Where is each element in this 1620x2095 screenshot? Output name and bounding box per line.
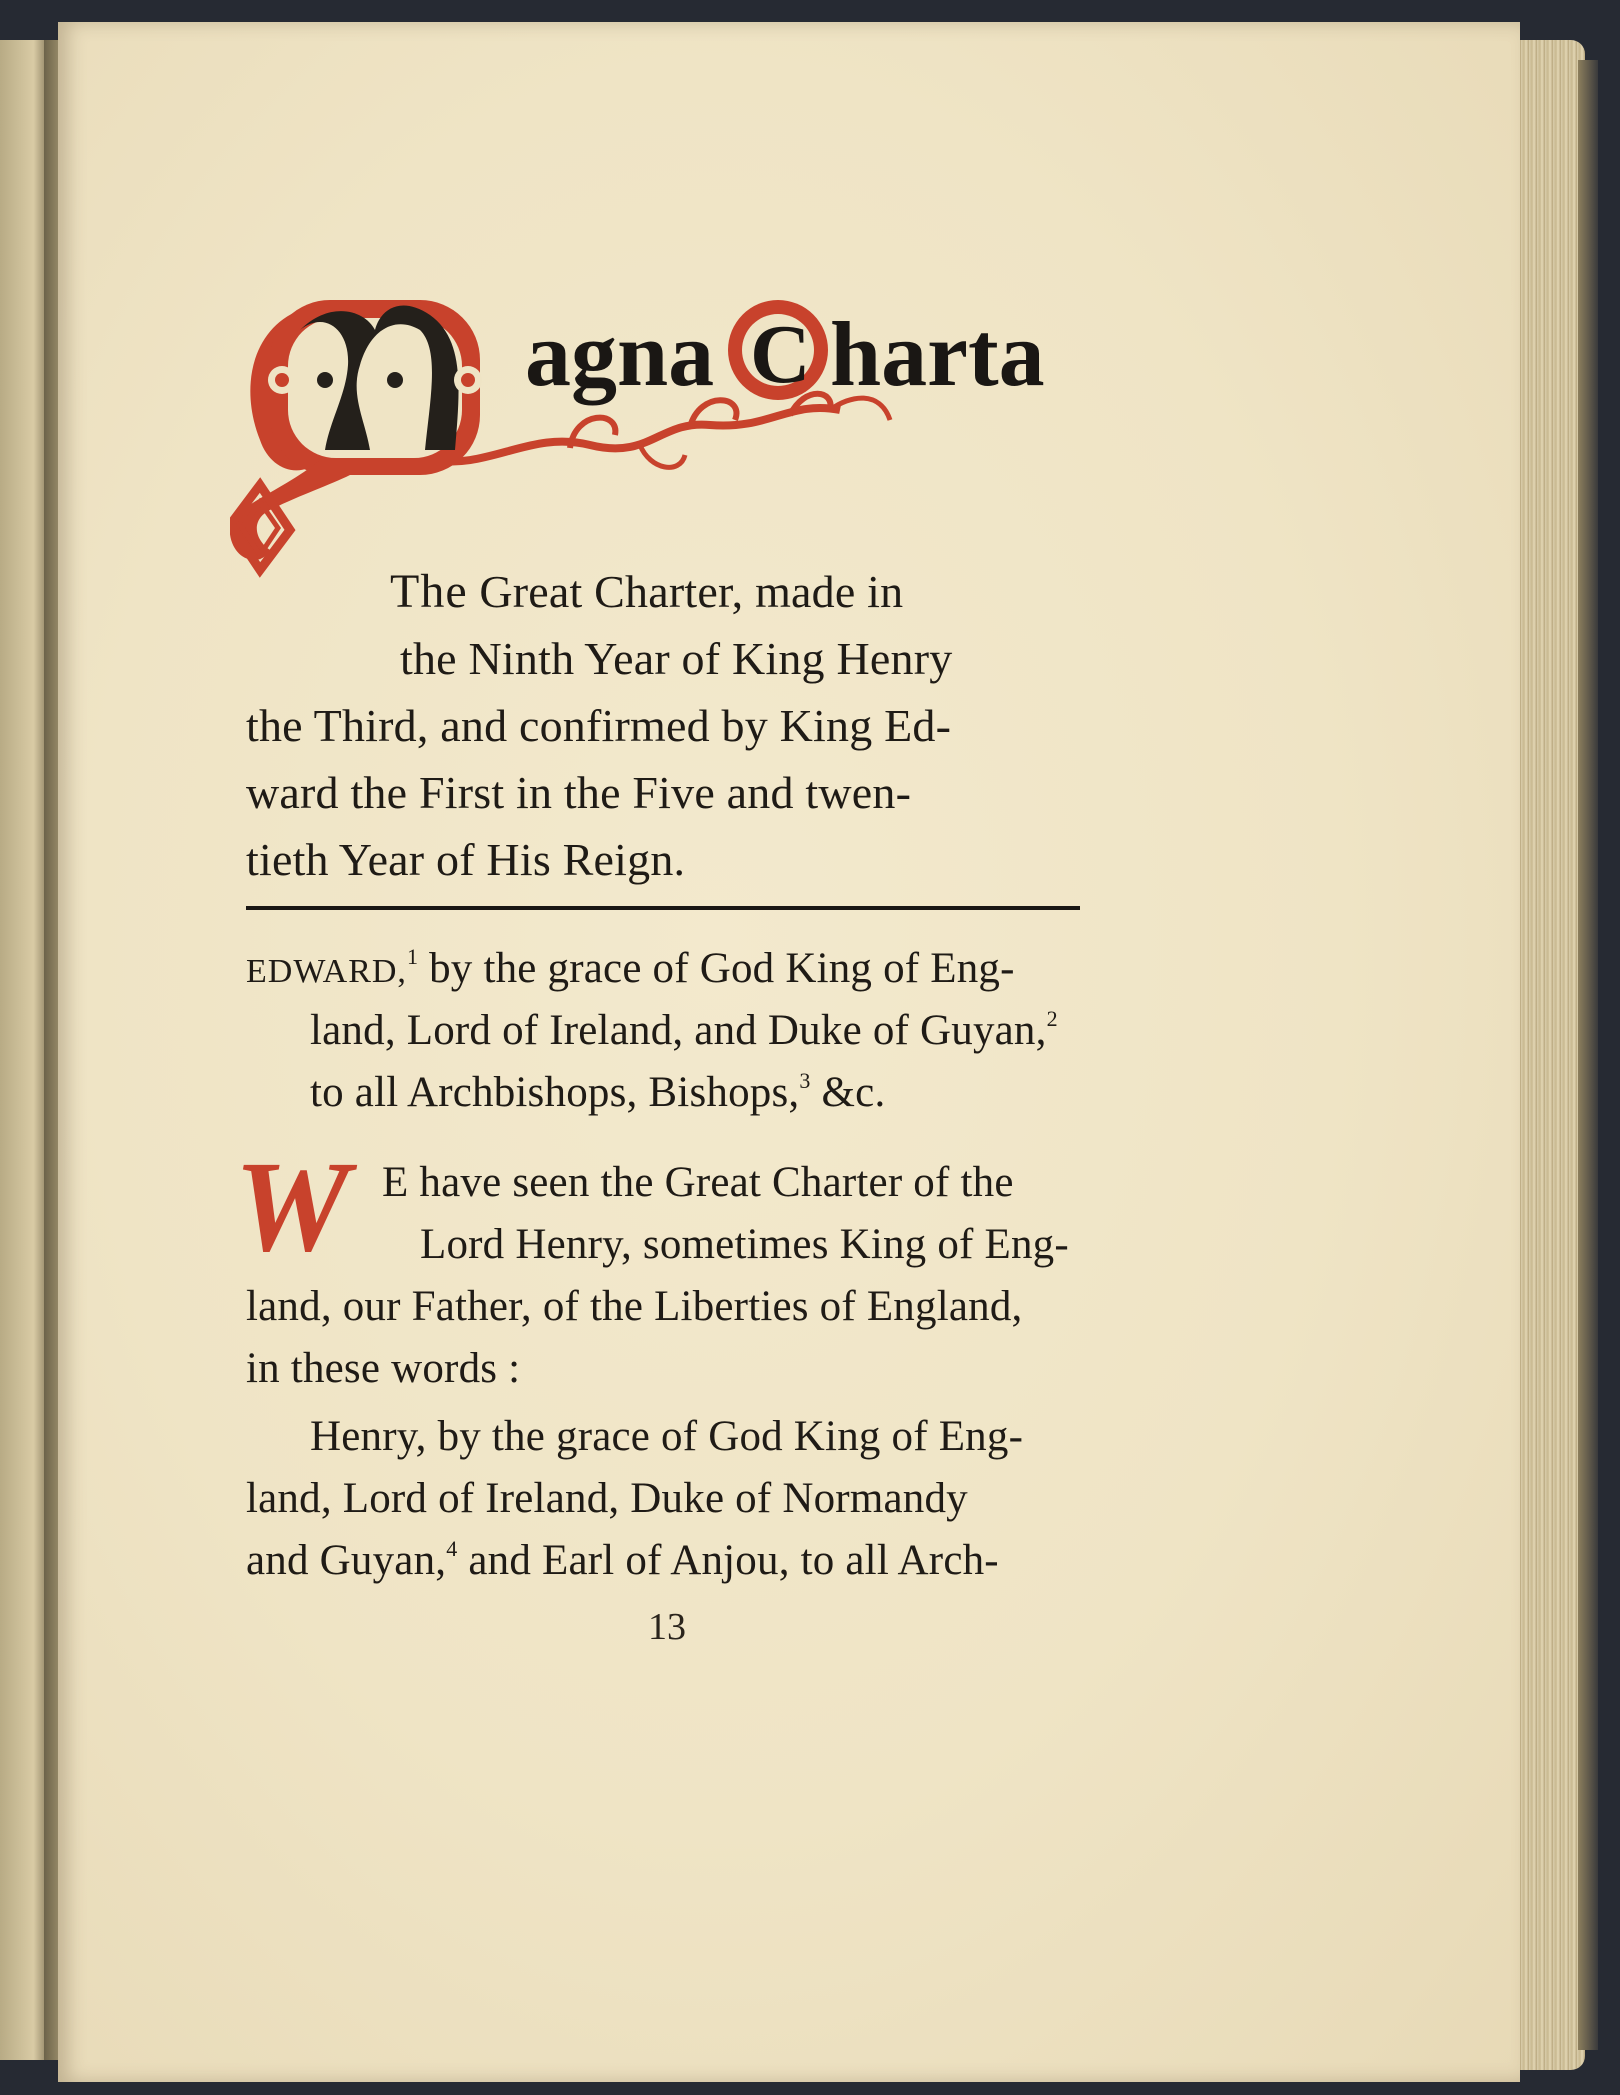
initial-m-letter: M (520, 379, 522, 381)
henry-line-3-end: and Earl of Anjou, to all Arch- (468, 1537, 999, 1584)
intro-line-3: the Third, and confirmed by King Ed- (246, 700, 952, 751)
henry-line-1: Henry, by the grace of God King of Eng- (310, 1413, 1024, 1460)
intro-first-word: The (390, 565, 468, 618)
we-line-3: land, our Father, of the Liberties of England, (246, 1283, 1023, 1330)
page-number: 13 (648, 1606, 686, 1648)
edward-line-3-text: to all Archbishops, Bishops, (310, 1069, 800, 1116)
edward-line-2-text: land, Lord of Ireland, and Duke of Guyan, (310, 1007, 1047, 1054)
we-line-1: E have seen the Great Charter of the (382, 1159, 1014, 1206)
edward-line-1 (246, 938, 1015, 1003)
we-line-2: Lord Henry, sometimes King of Eng- (420, 1221, 1069, 1268)
we-line-4: in these words : (246, 1345, 521, 1392)
intro-line-2: the Ninth Year of King Henry (400, 633, 953, 684)
footnote-ref-1[interactable]: 1 (406, 944, 419, 969)
henry-line-3 (246, 1530, 999, 1592)
edward-line-3-end: &c. (821, 1069, 886, 1116)
section-rule (246, 906, 1080, 910)
drop-initial-w (232, 1150, 382, 1265)
footnote-ref-3[interactable]: 3 (799, 1068, 811, 1093)
initial-c-letter: C (750, 308, 811, 401)
footnote-ref-4[interactable]: 4 (446, 1536, 458, 1561)
edward-line-1-text: by the grace of God King of Eng- (429, 945, 1015, 992)
intro-line-1-text: Great Charter, made in (479, 566, 904, 617)
henry-line-2: land, Lord of Ireland, Duke of Normandy (246, 1475, 968, 1522)
title-word-harta: harta (830, 303, 1045, 405)
henry-line-3-text: and Guyan, (246, 1537, 447, 1584)
drop-initial-w-letter: W (234, 1150, 350, 1265)
title-word-agna: agna (525, 303, 715, 405)
facing-page-edge (0, 40, 48, 2060)
intro-line-4: ward the First in the Five and twen- (246, 767, 912, 818)
footnote-ref-2[interactable]: 2 (1046, 1006, 1058, 1031)
edward-line-3 (310, 1062, 885, 1124)
intro-line-1 (390, 560, 903, 623)
page-block-shadow (1578, 60, 1598, 2050)
intro-line-5: tieth Year of His Reign. (246, 834, 686, 885)
edward-line-2 (310, 1000, 1058, 1062)
edward-name: EDWARD, (246, 953, 407, 990)
